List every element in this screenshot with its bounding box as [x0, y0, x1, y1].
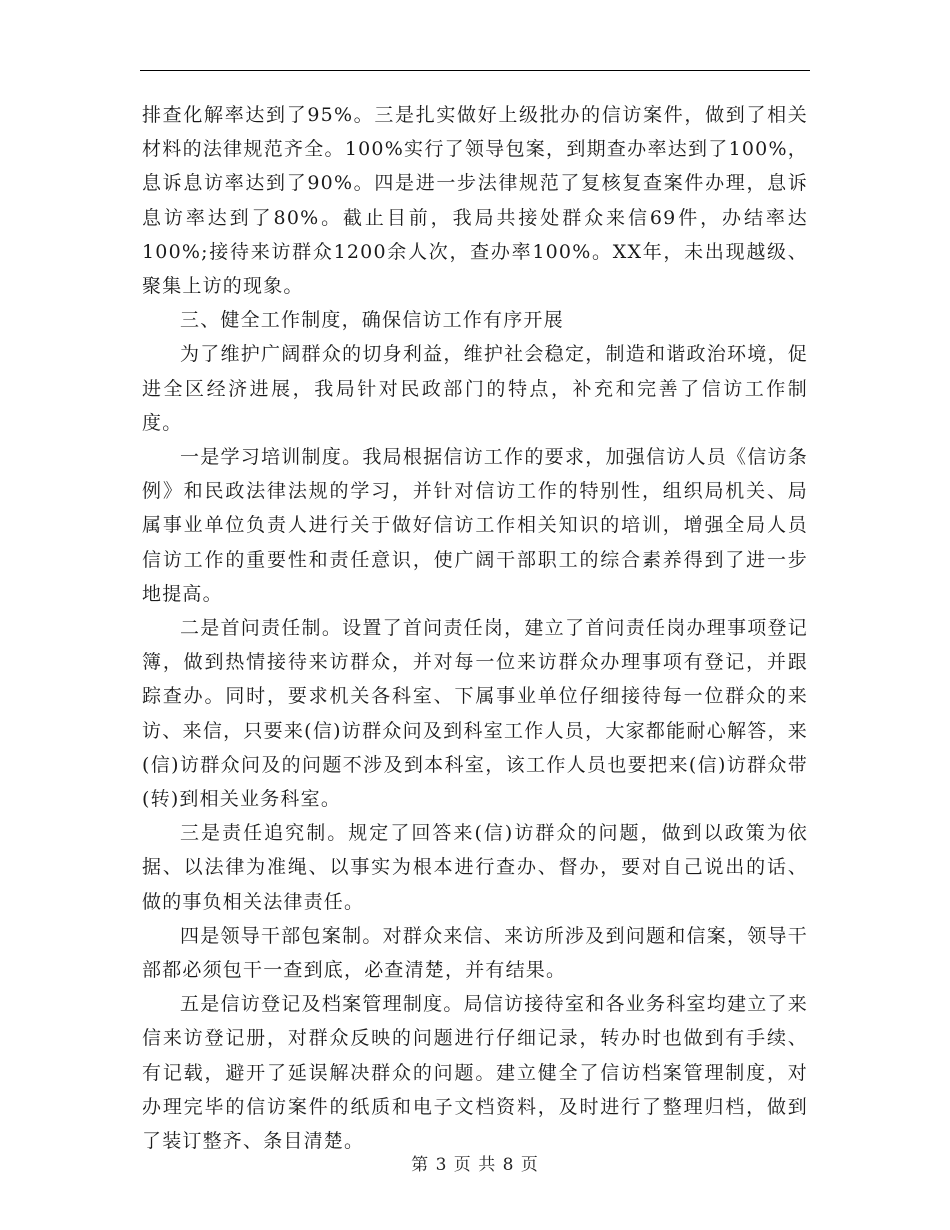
- page-number: 第 3 页 共 8 页: [411, 1155, 539, 1175]
- paragraph: 排查化解率达到了95%。三是扎实做好上级批办的信访案件，做到了相关材料的法律规范齐全。100%实行了领导包案，到期查办率达到了100%，息诉息访率达到了90%。四是进一步法律规范了复核复查案件办理，息诉息访率达到了80%。截止目前，我局共接处群众来信69件，办结率达100%;接待来访群众1200余人次，查办率100%。XX年，未出现越级、聚集上访的现象。: [142, 104, 808, 298]
- header-rule: [140, 70, 810, 71]
- paragraph: 为了维护广阔群众的切身利益，维护社会稳定，制造和谐政治环境，促进全区经济进展，我局针对民政部门的特点，补充和完善了信访工作制度。: [142, 343, 808, 434]
- paragraph: 二是首问责任制。设置了首问责任岗，建立了首问责任岗办理事项登记簿，做到热情接待来访群众，并对每一位来访群众办理事项有登记，并跟踪查办。同时，要求机关各科室、下属事业单位仔细接待每一位群众的来访、来信，只要来(信)访群众问及到科室工作人员，大家都能耐心解答，来(信)访群众问及的问题不涉及到本科室，该工作人员也要把来(信)访群众带(转)到相关业务科室。: [142, 617, 808, 811]
- paragraph: 四是领导干部包案制。对群众来信、来访所涉及到问题和信案，领导干部都必须包干一查到底，必查清楚，并有结果。: [142, 924, 808, 982]
- paragraph: 三是责任追究制。规定了回答来(信)访群众的问题，做到以政策为依据、以法律为准绳、以事实为根本进行查办、督办，要对自己说出的话、做的事负相关法律责任。: [142, 822, 808, 913]
- paragraph: 五是信访登记及档案管理制度。局信访接待室和各业务科室均建立了来信来访登记册，对群众反映的问题进行仔细记录，转办时也做到有手续、有记载，避开了延误解决群众的问题。建立健全了信访档案管理制度，对办理完毕的信访案件的纸质和电子文档资料，及时进行了整理归档，做到了装订整齐、条目清楚。: [142, 993, 808, 1153]
- section-heading: 三、健全工作制度，确保信访工作有序开展: [180, 309, 564, 332]
- paragraph: 一是学习培训制度。我局根据信访工作的要求，加强信访人员《信访条例》和民政法律法规的学习，并针对信访工作的特别性，组织局机关、局属事业单位负责人进行关于做好信访工作相关知识的培训，增强全局人员信访工作的重要性和责任意识，使广阔干部职工的综合素养得到了进一步地提高。: [142, 446, 808, 605]
- document-body: [142, 98, 808, 1158]
